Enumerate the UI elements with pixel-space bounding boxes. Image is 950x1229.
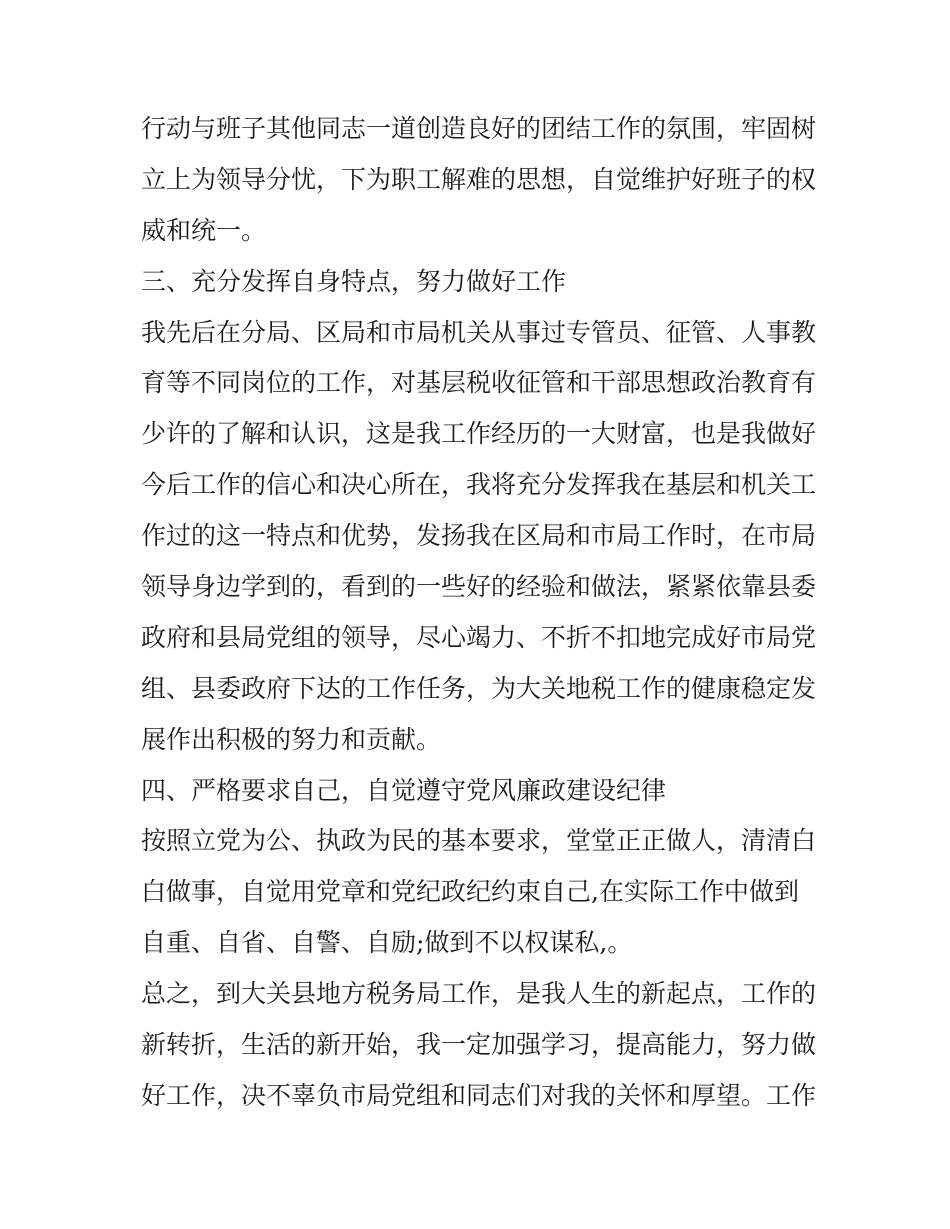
text-line: 白做事，自觉用党章和党纪政纪约束自己,在实际工作中做到 xyxy=(141,877,799,907)
text-line: 展作出积极的努力和贡献。 xyxy=(141,724,442,754)
text-line: 按照立党为公、执政为民的基本要求，堂堂正正做人，清清白 xyxy=(141,826,817,856)
text-line: 好工作，决不辜负市局党组和同志们对我的关怀和厚望。工作 xyxy=(141,1080,817,1110)
text-line: 少许的了解和认识，这是我工作经历的一大财富，也是我做好 xyxy=(141,419,817,449)
section-heading: 三、充分发挥自身特点，努力做好工作 xyxy=(141,266,567,296)
text-line: 新转折，生活的新开始，我一定加强学习，提高能力，努力做 xyxy=(141,1030,817,1060)
text-line: 自重、自省、自警、自励;做到不以权谋私,。 xyxy=(141,928,633,958)
text-line: 领导身边学到的，看到的一些好的经验和做法，紧紧依靠县委 xyxy=(141,572,817,602)
text-line: 作过的这一特点和优势，发扬我在区局和市局工作时，在市局 xyxy=(141,521,817,551)
text-line: 总之，到大关县地方税务局工作，是我人生的新起点，工作的 xyxy=(141,979,817,1009)
text-line: 行动与班子其他同志一道创造良好的团结工作的氛围，牢固树 xyxy=(141,114,817,143)
text-line: 今后工作的信心和决心所在，我将充分发挥我在基层和机关工 xyxy=(141,470,817,500)
section-heading: 四、严格要求自己，自觉遵守党风廉政建设纪律 xyxy=(141,775,667,805)
document-body xyxy=(141,104,821,1122)
text-line: 我先后在分局、区局和市局机关从事过专管员、征管、人事教 xyxy=(141,317,817,347)
text-line: 育等不同岗位的工作，对基层税收征管和干部思想政治教育有 xyxy=(141,368,817,398)
text-line: 立上为领导分忧，下为职工解难的思想，自觉维护好班子的权 xyxy=(141,164,817,194)
text-line: 威和统一。 xyxy=(141,215,267,245)
text-line: 组、县委政府下达的工作任务，为大关地税工作的健康稳定发 xyxy=(141,673,817,703)
text-line: 政府和县局党组的领导，尽心竭力、不折不扣地完成好市局党 xyxy=(141,622,817,652)
